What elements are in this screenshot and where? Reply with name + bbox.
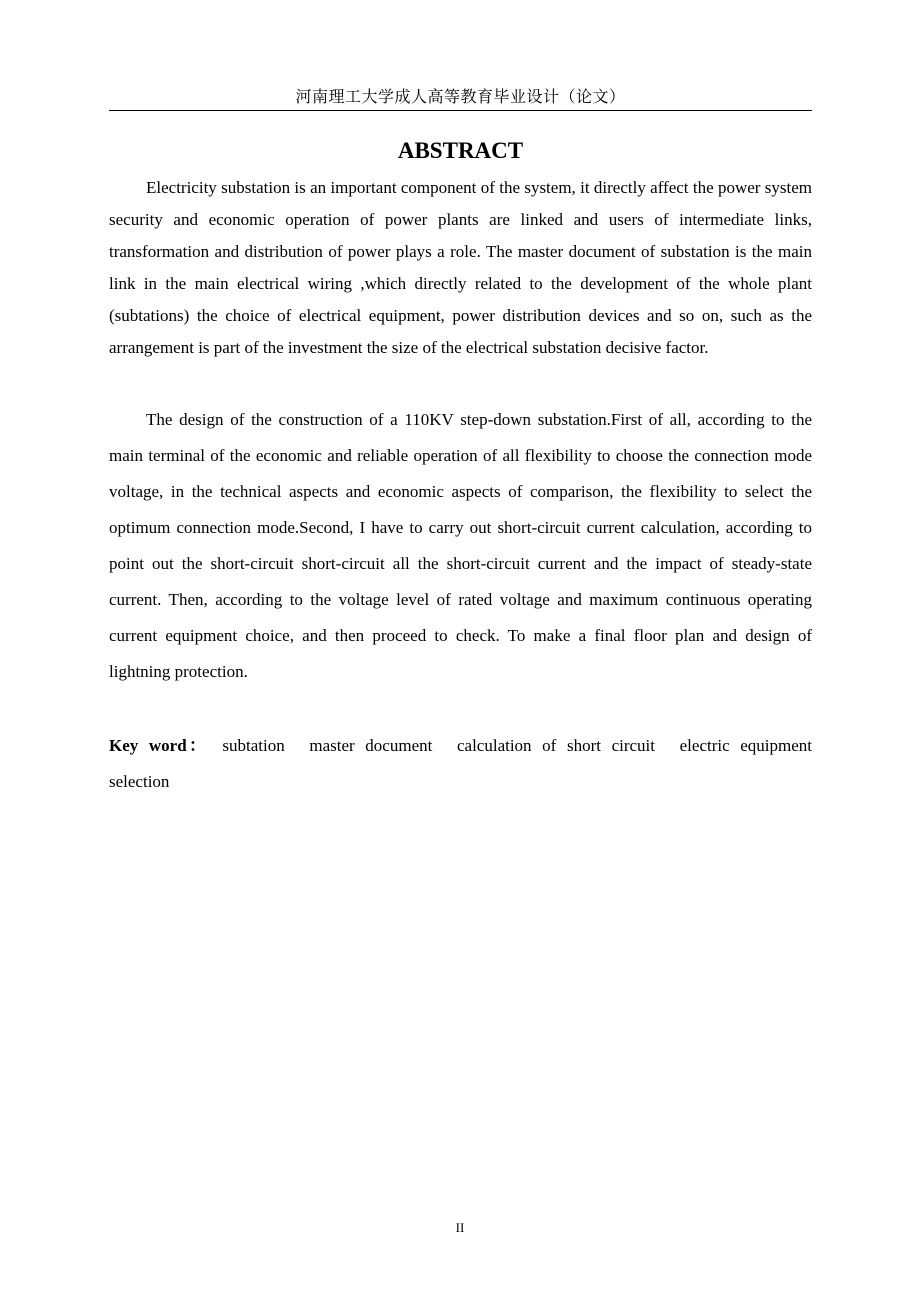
keyword-item: master document xyxy=(309,736,433,755)
keywords-label: Key word： xyxy=(109,736,209,755)
keyword-item: subtation xyxy=(222,736,285,755)
abstract-paragraph-2: The design of the construction of a 110KV step-down substation.First of all, according to the main terminal of the economic and reliable operation of all flexibility to choose the connection mode voltage, in the technical aspects and economic aspects of comparison, the flexibility to select the optimum connection mode.Second, I have to carry out short-circuit current calculation, according to point out the short-circuit short-circuit all the short-circuit current and the impact of steady-state current. Then, according to the voltage level of rated voltage and maximum continuous operating current equipment choice, and then proceed to check. To make a final floor plan and design of lightning protection. xyxy=(109,410,812,681)
page-number: II xyxy=(455,1220,465,1235)
header-divider xyxy=(109,110,812,111)
keyword-item: electric equipment selection xyxy=(109,736,813,791)
abstract-title: ABSTRACT xyxy=(397,138,524,163)
running-header: 河南理工大学成人高等教育毕业设计（论文） xyxy=(295,89,626,106)
keyword-item: calculation of short circuit xyxy=(456,736,655,755)
abstract-paragraph-1: Electricity substation is an important component of the system, it directly affect the power system security and economic operation of power plants are linked and users of intermediate links, transformation and distribution of power plays a role. The master document of substation is the main link in the main electrical wiring ,which directly related to the development of the whole plant (subtations) the choice of electrical equipment, power distribution devices and so on, such as the arrangement is part of the investment the size of the electrical substation decisive factor. xyxy=(109,178,812,357)
keywords-line xyxy=(109,728,812,800)
